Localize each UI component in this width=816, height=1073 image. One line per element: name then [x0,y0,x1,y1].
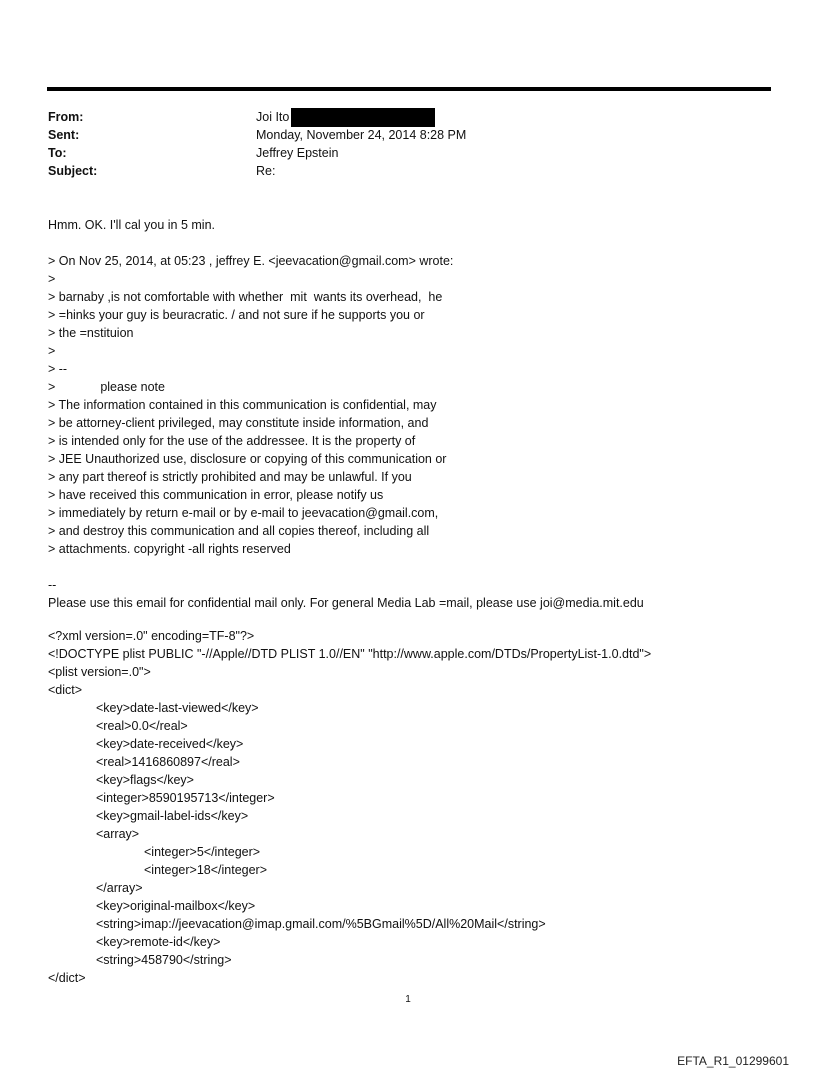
quote-line: > have received this communication in error, please notify us [48,488,384,502]
subject-label: Subject: [48,164,98,178]
quote-line: > the =nstituion [48,326,134,340]
plist-line: </array> [96,881,143,895]
reply-text: Hmm. OK. I'll cal you in 5 min. [48,218,216,232]
plist-line: <!DOCTYPE plist PUBLIC "-//Apple//DTD PLIST 1.0//EN" "http://www.apple.com/DTDs/PropertyList-1.0.dtd"> [48,647,652,661]
plist-line: <key>flags</key> [96,773,194,787]
plist-line: <real>0.0</real> [96,719,188,733]
quote-line [48,378,788,396]
to-label: To: [48,146,67,160]
quote-line: > JEE Unauthorized use, disclosure or copying of this communication or [48,452,447,466]
plist-line: <integer>5</integer> [144,845,261,859]
plist-line: <integer>18</integer> [144,863,268,877]
quote-intro: > On Nov 25, 2014, at 05:23 , jeffrey E. <jeevacation@gmail.com> wrote: [48,254,454,268]
signature-dash: -- [48,578,57,592]
plist-line: <key>original-mailbox</key> [96,899,256,913]
plist-line: <string>imap://jeevacation@imap.gmail.com/%5BGmail%5D/All%20Mail</string> [96,917,546,931]
plist-line: <integer>8590195713</integer> [96,791,275,805]
document-id: EFTA_R1_01299601 [677,1054,789,1068]
redaction-box [291,108,435,127]
from-label: From: [48,110,84,124]
from-name: Joi Ito [256,110,290,124]
subject-value: Re: [256,164,276,178]
quote-line: > be attorney-client privileged, may constitute inside information, and [48,416,429,430]
plist-line: <plist version=.0"> [48,665,151,679]
email-body [48,216,788,612]
quote-line: > barnaby ,is not comfortable with whether mit wants its overhead, he [48,290,443,304]
quote-line: > any part thereof is strictly prohibited and may be unlawful. If you [48,470,412,484]
quote-line: > -- [48,362,68,376]
quote-line: > [48,272,56,286]
plist-line: <dict> [48,683,83,697]
quote-line: > [48,344,56,358]
quote-line: > attachments. copyright -all rights reserved [48,542,291,556]
quote-line: > and destroy this communication and all copies thereof, including all [48,524,430,538]
header-rule [47,87,771,91]
sent-value: Monday, November 24, 2014 8:28 PM [256,128,467,142]
plist-line: <key>gmail-label-ids</key> [96,809,249,823]
quote-marker: > [48,380,56,394]
plist-line: <key>remote-id</key> [96,935,221,949]
quote-line: > The information contained in this communication is confidential, may [48,398,437,412]
plist-block [48,627,651,987]
signature-text: Please use this email for confidential mail only. For general Media Lab =mail, please use joi@media.mit.edu [48,596,644,610]
quote-line: > is intended only for the use of the addressee. It is the property of [48,434,416,448]
please-note-text: please note [100,380,165,394]
plist-line: <string>458790</string> [96,953,232,967]
plist-line: <key>date-last-viewed</key> [96,701,259,715]
quote-line: > =hinks your guy is beuracratic. / and not sure if he supports you or [48,308,425,322]
plist-line: <key>date-received</key> [96,737,244,751]
plist-line: <real>1416860897</real> [96,755,240,769]
plist-line: <?xml version=.0" encoding=TF-8"?> [48,629,255,643]
from-value [256,108,435,127]
plist-line: </dict> [48,971,86,985]
plist-line: <array> [96,827,140,841]
to-value: Jeffrey Epstein [256,146,339,160]
page-number: 1 [405,994,411,1005]
sent-label: Sent: [48,128,80,142]
quote-line: > immediately by return e-mail or by e-mail to jeevacation@gmail.com, [48,506,439,520]
